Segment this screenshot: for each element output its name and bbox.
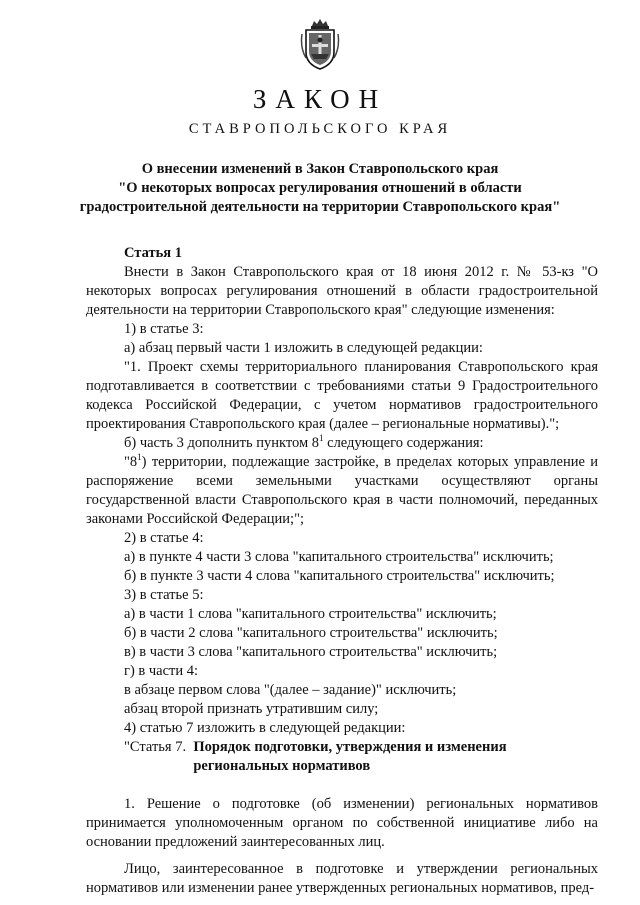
paragraph: 3) в статье 5:: [124, 587, 204, 603]
document-title: ЗАКОН: [252, 84, 388, 114]
paragraph: 1. Решение о подготовке (об изменении) региональных нормативов принимается уполномоченным органом по собственной инициативе либо на основании предложений заинтересованных лиц.: [86, 796, 598, 850]
paragraph: 2) в статье 4:: [124, 530, 204, 546]
paragraph: [86, 453, 598, 529]
law-heading: [60, 160, 580, 217]
spacer: [86, 776, 598, 795]
document-body: [86, 244, 598, 898]
paragraph-text: б) часть 3 дополнить пунктом 8: [124, 435, 320, 451]
superscript: 1: [137, 452, 142, 463]
paragraph-text: следующего содержания:: [323, 435, 484, 451]
paragraph: "1. Проект схемы территориального планирования Ставропольского края подготавливается в соответствии с требованиями статьи 9 Градостроительного кодекса Российской Федерации, с учетом нормативов градостроительного проектирования Ставропольского края (далее – региональные нормативы).";: [86, 359, 598, 432]
document-subtitle: СТАВРОПОЛЬСКОГО КРАЯ: [188, 121, 452, 137]
article-7-heading: [86, 738, 598, 776]
article-7-title-line-2: региональных нормативов: [193, 758, 371, 774]
article-1-title: Статья 1: [124, 245, 182, 261]
paragraph: [86, 434, 598, 453]
paragraph: б) в пункте 3 части 4 слова "капитального строительства" исключить;: [124, 568, 555, 584]
paragraph: 4) статью 7 изложить в следующей редакции:: [124, 720, 406, 736]
paragraph: а) в пункте 4 части 3 слова "капитального строительства" исключить;: [124, 549, 554, 565]
paragraph: в абзаце первом слова "(далее – задание)" исключить;: [124, 682, 457, 698]
spacer: [86, 852, 598, 860]
paragraph: г) в части 4:: [124, 663, 199, 679]
paragraph-text: ) территории, подлежащие застройке, в пределах которых управление и распоряжение всеми земельными участками осуществляют органы государственной власти Ставропольского края в части полномочий, переданных законами Российской Федерации;";: [86, 454, 598, 527]
paragraph: а) абзац первый части 1 изложить в следующей редакции:: [124, 340, 483, 356]
paragraph: в) в части 3 слова "капитального строительства" исключить;: [124, 644, 498, 660]
paragraph: а) в части 1 слова "капитального строительства" исключить;: [124, 606, 497, 622]
paragraph: абзац второй признать утратившим силу;: [124, 701, 379, 717]
heading-line-2: "О некоторых вопросах регулирования отношений в области: [118, 180, 522, 196]
superscript: 1: [319, 433, 324, 444]
paragraph: 1) в статье 3:: [124, 321, 204, 337]
article-1-intro: Внести в Закон Ставропольского края от 18 июня 2012 г. № 53-кз "О некоторых вопросах регулирования отношений в области градостроительной деятельности на территории Ставропольского края" следующие изменения:: [86, 264, 598, 318]
coat-of-arms-icon: [300, 18, 340, 70]
article-7-label: "Статья 7.: [124, 739, 194, 755]
heading-line-3: градостроительной деятельности на территории Ставропольского края": [79, 199, 561, 215]
article-7-title: [193, 738, 506, 776]
paragraph: б) в части 2 слова "капитального строительства" исключить;: [124, 625, 498, 641]
paragraph-text: "8: [124, 454, 138, 470]
article-7-title-line-1: Порядок подготовки, утверждения и изменения: [193, 739, 507, 755]
heading-line-1: О внесении изменений в Закон Ставропольского края: [141, 161, 499, 177]
paragraph: Лицо, заинтересованное в подготовке и утверждении региональных нормативов или изменении ранее утвержденных региональных нормативов, пред-: [86, 861, 598, 896]
